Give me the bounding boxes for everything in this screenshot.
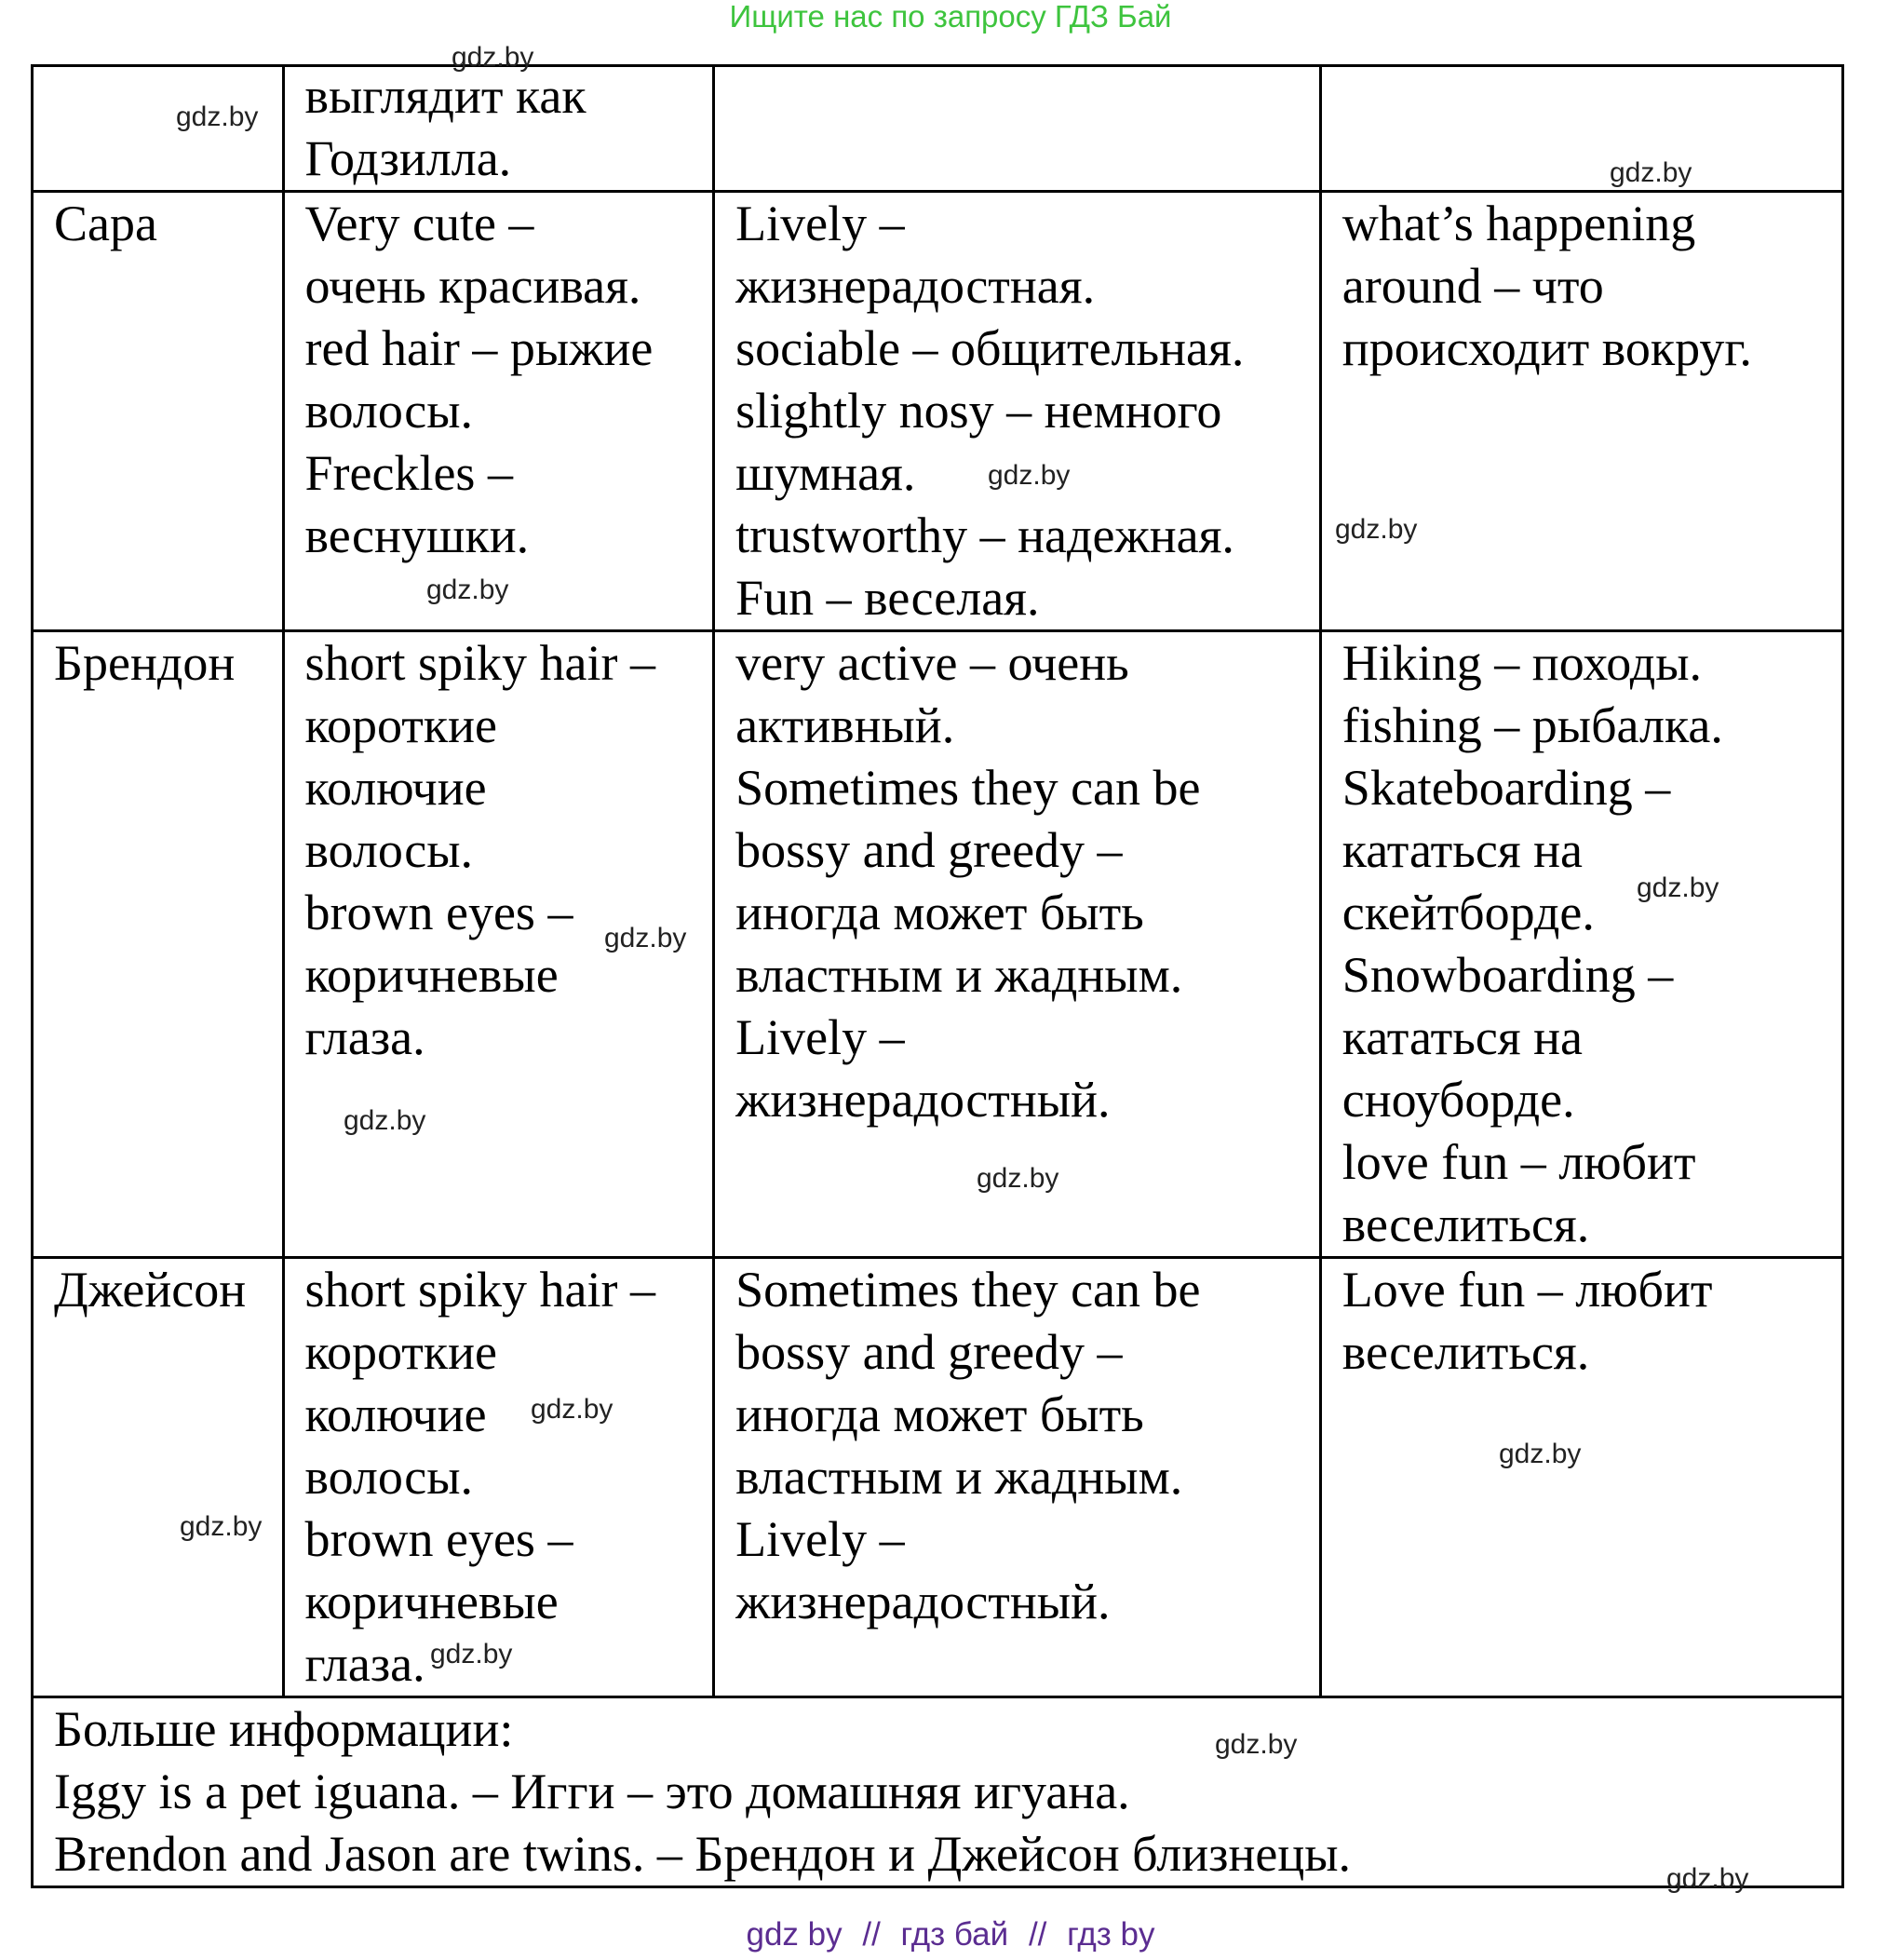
character-cell: [714, 192, 1321, 631]
cell-line: Very cute –: [304, 196, 534, 251]
name-cell: [33, 192, 284, 631]
cell-line: властным и жадным.: [735, 947, 1183, 1003]
watermark: gdz.by: [1666, 1863, 1749, 1894]
cell-line: веселиться.: [1341, 1324, 1590, 1380]
character-cell: [714, 1258, 1321, 1697]
cell-line: short spiky hair –: [304, 635, 655, 691]
cell-line: fishing – рыбалка.: [1341, 697, 1723, 753]
watermark: gdz.by: [344, 1105, 426, 1136]
character-cell: [714, 66, 1321, 192]
cell-line: иногда может быть: [735, 885, 1144, 940]
table-row: [33, 66, 1843, 192]
watermark: gdz.by: [977, 1163, 1059, 1194]
cell-line: around – что: [1341, 258, 1604, 314]
cell-line: Sometimes they can be: [735, 760, 1201, 816]
cell-line: кататься на: [1341, 822, 1584, 878]
interests-cell: [1320, 66, 1842, 192]
watermark: gdz.by: [1610, 157, 1692, 188]
watermark: gdz.by: [988, 460, 1071, 491]
cell-line: коричневые: [304, 1574, 559, 1629]
more-info-heading: Больше информации:: [54, 1701, 514, 1757]
table-row: [33, 192, 1843, 631]
more-info-line: Brendon and Jason are twins. – Брендон и Джейсон близнецы.: [54, 1826, 1352, 1882]
cell-line: происходит вокруг.: [1341, 320, 1752, 376]
cell-line: brown eyes –: [304, 1511, 573, 1567]
cell-line: короткие: [304, 697, 497, 753]
watermark: gdz.by: [531, 1394, 613, 1425]
interests-cell: [1320, 1258, 1842, 1697]
cell-line: веснушки.: [304, 507, 530, 563]
vocabulary-table: [31, 64, 1844, 1888]
interests-cell: [1320, 631, 1842, 1258]
cell-line: кататься на: [1341, 1009, 1584, 1065]
name-cell: [33, 1258, 284, 1697]
cell-line: bossy and greedy –: [735, 1324, 1123, 1380]
more-info-row: [33, 1697, 1843, 1887]
watermark: gdz.by: [1215, 1729, 1298, 1760]
watermark: gdz.by: [426, 574, 509, 605]
cell-line: Sometimes they can be: [735, 1262, 1201, 1318]
watermark: gdz.by: [1335, 514, 1418, 545]
footer-link-gdz-bai[interactable]: гдз бай: [900, 1916, 1009, 1953]
cell-line: Fun – веселая.: [735, 570, 1040, 626]
cell-line: глаза.: [304, 1009, 425, 1065]
cell-line: short spiky hair –: [304, 1262, 655, 1318]
cell-line: love fun – любит: [1341, 1134, 1696, 1190]
cell-line: волосы.: [304, 383, 473, 439]
cell-line: Love fun – любит: [1341, 1262, 1713, 1318]
footer-links: [0, 1916, 1901, 1953]
footer-separator: //: [862, 1916, 881, 1953]
watermark: gdz.by: [1499, 1439, 1582, 1469]
watermark: gdz.by: [1637, 872, 1719, 903]
more-info-cell: [33, 1697, 1843, 1887]
cell-line: шумная.: [735, 445, 916, 501]
appearance-cell: [283, 66, 714, 192]
cell-line: скейтборде.: [1341, 885, 1595, 940]
cell-line: иногда может быть: [735, 1386, 1144, 1442]
interests-cell: [1320, 192, 1842, 631]
cell-line: Freckles –: [304, 445, 513, 501]
cell-line: волосы.: [304, 1449, 473, 1505]
watermark: gdz.by: [180, 1511, 263, 1542]
cell-line: Lively –: [735, 1009, 905, 1065]
footer-link-gdz-by-cyr[interactable]: гдз by: [1067, 1916, 1155, 1953]
person-name: Джейсон: [54, 1262, 247, 1318]
cell-line: очень красивая.: [304, 258, 641, 314]
cell-line: red hair – рыжие: [304, 320, 654, 376]
cell-line: выглядит как: [304, 68, 586, 124]
table-row: [33, 631, 1843, 1258]
cell-line: глаза.: [304, 1636, 425, 1692]
cell-line: slightly nosy – немного: [735, 383, 1222, 439]
footer-link-gdz-by[interactable]: gdz by: [746, 1916, 843, 1953]
cell-line: Lively –: [735, 196, 905, 251]
person-name: Сара: [54, 196, 157, 251]
watermark: gdz.by: [176, 101, 259, 132]
cell-line: колючие: [304, 760, 487, 816]
cell-line: Snowboarding –: [1341, 947, 1674, 1003]
more-info-line: Iggy is a pet iguana. – Игги – это домашняя игуана.: [54, 1764, 1130, 1819]
table-row: [33, 1258, 1843, 1697]
cell-line: bossy and greedy –: [735, 822, 1123, 878]
cell-line: короткие: [304, 1324, 497, 1380]
cell-line: коричневые: [304, 947, 559, 1003]
cell-line: веселиться.: [1341, 1196, 1590, 1252]
appearance-cell: [283, 1258, 714, 1697]
watermark: gdz.by: [604, 923, 687, 953]
cell-line: активный.: [735, 697, 955, 753]
top-banner: Ищите нас по запросу ГДЗ Бай: [729, 0, 1172, 34]
cell-line: Hiking – походы.: [1341, 635, 1702, 691]
cell-line: what’s happening: [1341, 196, 1696, 251]
cell-line: сноуборде.: [1341, 1072, 1575, 1128]
cell-line: жизнерадостный.: [735, 1574, 1111, 1629]
footer-separator: //: [1028, 1916, 1047, 1953]
person-name: Брендон: [54, 635, 236, 691]
watermark: gdz.by: [452, 42, 534, 73]
cell-line: trustworthy – надежная.: [735, 507, 1234, 563]
cell-line: sociable – общительная.: [735, 320, 1245, 376]
cell-line: Lively –: [735, 1511, 905, 1567]
cell-line: very active – очень: [735, 635, 1129, 691]
cell-line: колючие: [304, 1386, 487, 1442]
cell-line: brown eyes –: [304, 885, 573, 940]
watermark: gdz.by: [430, 1639, 513, 1669]
cell-line: властным и жадным.: [735, 1449, 1183, 1505]
cell-line: жизнерадостный.: [735, 1072, 1111, 1128]
cell-line: Годзилла.: [304, 130, 512, 186]
name-cell: [33, 631, 284, 1258]
cell-line: Skateboarding –: [1341, 760, 1671, 816]
cell-line: волосы.: [304, 822, 473, 878]
cell-line: жизнерадостная.: [735, 258, 1096, 314]
appearance-cell: [283, 192, 714, 631]
